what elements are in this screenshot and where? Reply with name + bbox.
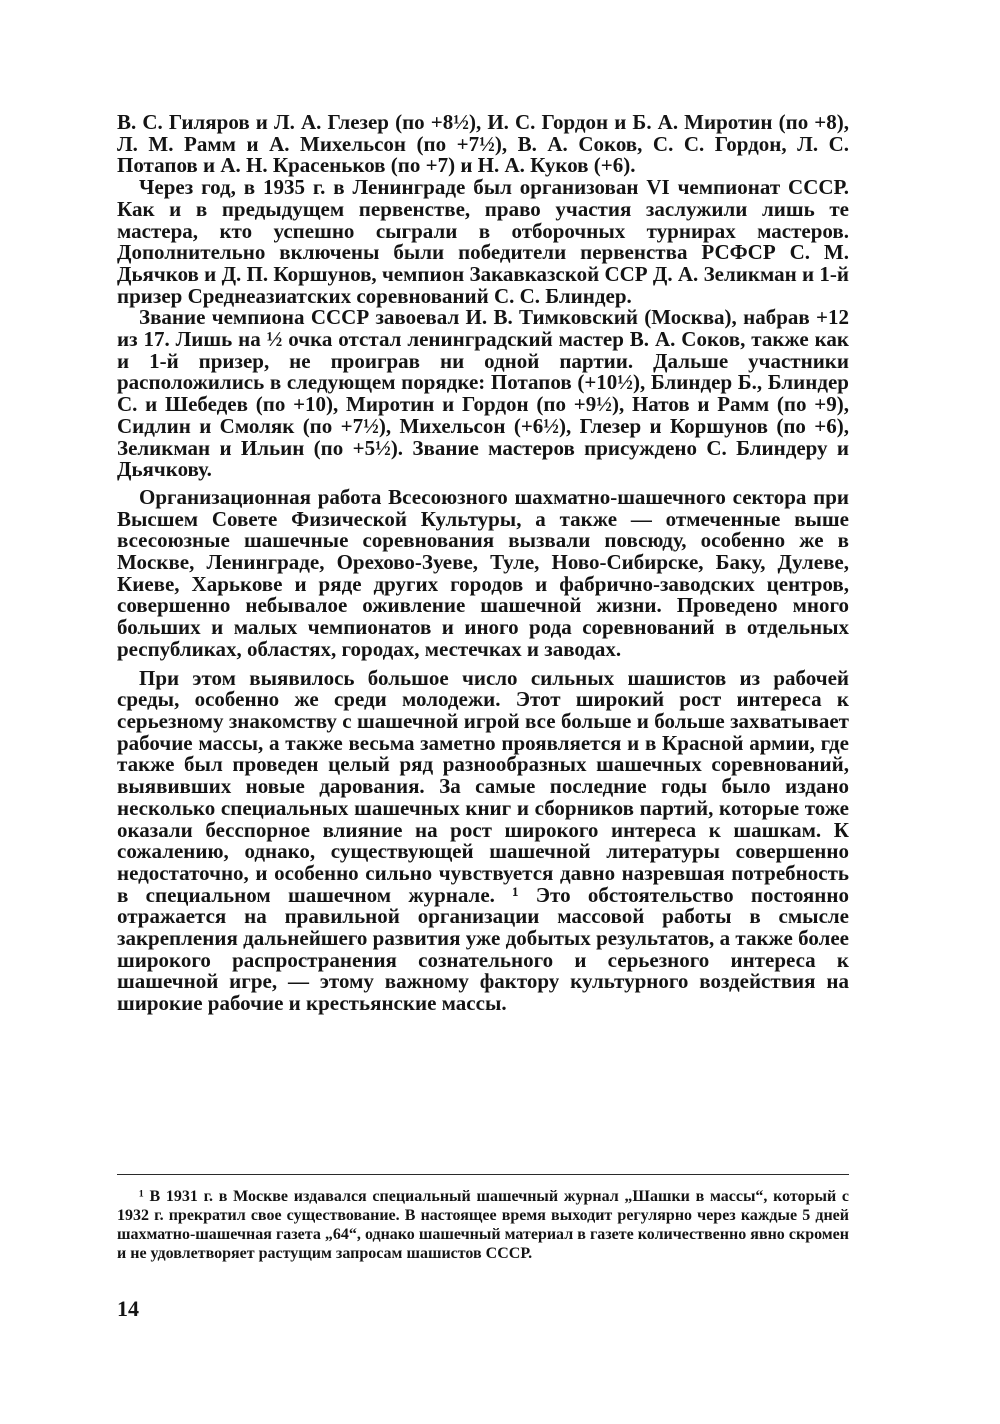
paragraph-1: В. С. Гиляров и Л. А. Глезер (по +8½), И. С. Гордон и Б. А. Миротин (по +8), Л. М. Рамм и А. Михельсон (по +7½), В. А. Соков, С. С. Гордон, Л. С. Потапов и А. Н. Красеньков (по +7) и Н. А. Куков (+6). [117, 110, 849, 178]
paragraph-5: При этом выявилось большое число сильных шашистов из рабочей среды, особенно же среди молодежи. Этот широкий рост интереса к серьезному знакомству с шашечной игрой все больше и больше захватывает рабочие массы, а также весьма заметно проявляется и в Красной армии, где также был проведен целый ряд разнообразных шашечных соревнований, выявивших новые дарования. За самые последние годы было издано несколько специальных шашечных книг и сборников партий, которые тоже оказали бесспорное влияние на рост широкого интереса к шашкам. К сожалению, однако, существующей шашечной литературы совершенно недостаточно, и особенно сильно чувствуется давно назревшая потребность в специальном шашечном журнале. ¹ Это обстоятельство постоянно отражается на правильной организации массовой работы в смысле закрепления дальнейшего развития уже добытых результатов, а также более широкого распространения сознательного и серьезного интереса к шашечной игре, — этому важному фактору культурного воздействия на широкие рабочие и крестьянские массы. [117, 665, 849, 1016]
footnotes [117, 1187, 849, 1263]
page-number: 14 [117, 1296, 139, 1321]
paragraph-3: Звание чемпиона СССР завоевал И. В. Тимковский (Москва), набрав +12 из 17. Лишь на ½ очка отстал ленинградский мастер В. А. Соков, также как и 1-й призер, не проиграв ни одной партии. Дальше участники расположились в следующем порядке: Потапов (+10½), Блиндер Б., Блиндер С. и Шебедев (по +10), Миротин и Гордон (по +9½), Натов и Рамм (по +9), Сидлин и Смоляк (по +7½), Михельсон (+6½), Глезер и Коршунов (по +6), Зеликман и Ильин (по +5½). Звание мастеров присуждено С. Блиндеру и Дьячкову. [117, 305, 849, 482]
footnote-divider [117, 1174, 849, 1175]
page-body [117, 112, 849, 1015]
footnote-1: ¹ В 1931 г. в Москве издавался специальный шашечный журнал „Шашки в массы“, который с 1932 г. прекратил свое существование. В настоящее время выходит регулярно через каждые 5 дней шахматно-шашечная газета „64“, однако шашечный материал в газете количественно явно скромен и не удовлетворяет растущим запросам шашистов СССР. [117, 1188, 849, 1262]
paragraph-4: Организационная работа Всесоюзного шахматно-шашечного сектора при Высшем Совете Физической Культуры, а также — отмеченные выше всесоюзные шашечные соревнования вызвали повсюду, особенно же в Москве, Ленинграде, Орехово-Зуеве, Туле, Ново-Сибирске, Баку, Дулеве, Киеве, Харькове и ряде других городов и фабрично-заводских центров, совершенно небывалое оживление шашечной жизни. Проведено много больших и малых чемпионатов и иного рода соревнований в отдельных республиках, областях, городах, местечках и заводах. [117, 484, 849, 661]
paragraph-2: Через год, в 1935 г. в Ленинграде был организован VI чемпионат СССР. Как и в предыдущем первенстве, право участия заслужили лишь те мастера, кто успешно сыграли в отборочных турнирах мастеров. Дополнительно включены были победители первенства РСФСР С. М. Дьячков и Д. П. Коршунов, чемпион Закавказской ССР Д. А. Зеликман и 1-й призер Среднеазиатских соревнований С. С. Блиндер. [117, 175, 849, 308]
